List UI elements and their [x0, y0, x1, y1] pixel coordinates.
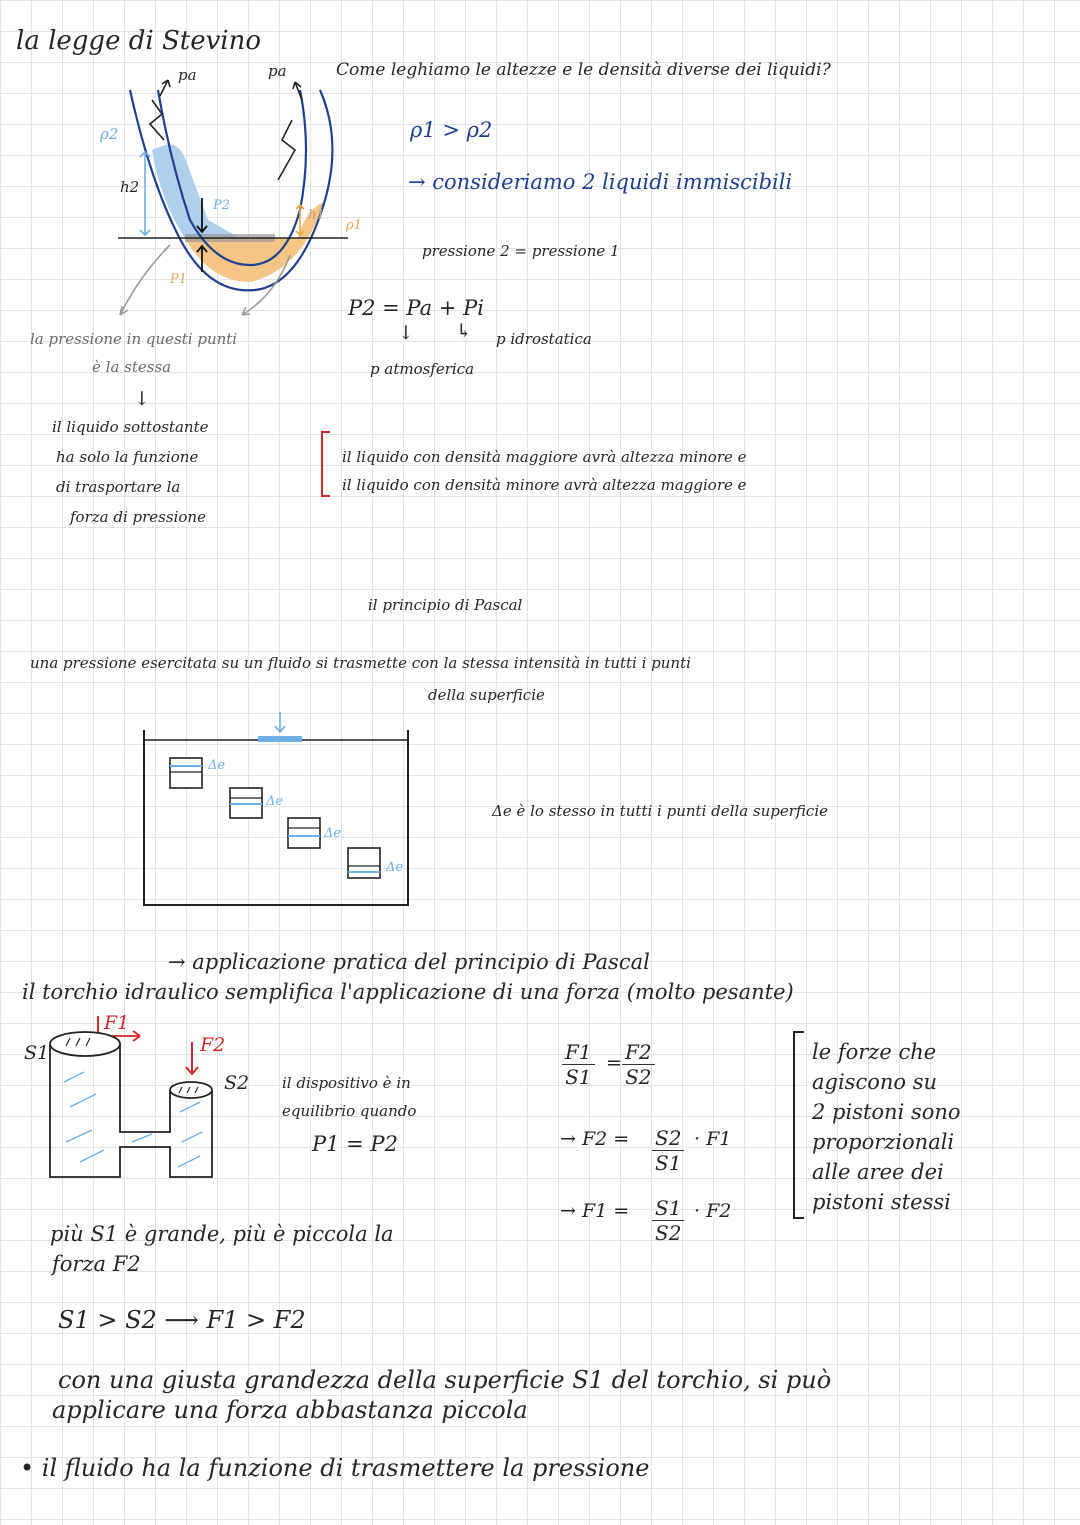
f2-formula-frac: $\frac{S2}{S1}$ — [652, 1126, 684, 1175]
torchio-text: il torchio idraulico semplifica l'applicazione di una forza (molto pesante) — [22, 980, 794, 1004]
label-P1: P1 — [170, 272, 188, 287]
application-text: → applicazione pratica del principio di Pascal — [168, 950, 650, 974]
label-P2: P2 — [213, 198, 231, 213]
label-rho2: ρ2 — [100, 125, 119, 143]
rho-compare: ρ1 > ρ2 — [410, 118, 493, 142]
force-arrow-f2 — [186, 1042, 198, 1074]
same-pressure-2: è la stessa — [92, 358, 172, 376]
p-atmosferica: p atmosferica — [370, 360, 475, 378]
cube-label-4: Δe — [386, 860, 404, 875]
label-pa-left: pa — [178, 66, 197, 84]
equilibrium-2: equilibrio quando — [282, 1102, 417, 1120]
equilibrium-1: il dispositivo è in — [282, 1074, 411, 1092]
pascal-container — [140, 710, 420, 910]
fraction-f2-s2: $\frac{F2}{S2}$ — [622, 1040, 655, 1089]
bracket-line-2: agiscono su — [812, 1070, 938, 1094]
underlying-4: forza di pressione — [70, 508, 206, 526]
hydraulic-press-diagram — [40, 1012, 260, 1182]
page-title: la legge di Stevino — [16, 26, 261, 56]
f1-formula-rhs: · F2 — [694, 1200, 732, 1222]
bracket-line-5: alle aree dei — [812, 1160, 944, 1184]
conclusion-2: applicare una forza abbastanza piccola — [52, 1396, 528, 1424]
piston-top — [258, 736, 302, 742]
fraction-equals: = — [606, 1052, 622, 1074]
equilibrium-3: P1 = P2 — [312, 1132, 398, 1156]
pascal-note: Δe è lo stesso in tutti i punti della superficie — [492, 802, 829, 820]
pascal-title: il principio di Pascal — [368, 596, 523, 614]
bullet-fluid: • il fluido ha la funzione di trasmettere la pressione — [20, 1454, 650, 1482]
arrow-down-patm: ↓ — [398, 322, 414, 344]
black-bracket — [790, 1030, 806, 1220]
f1-formula-frac: $\frac{S1}{S2}$ — [652, 1196, 684, 1245]
cube-label-3: Δe — [324, 826, 342, 841]
inequality: S1 > S2 ⟶ F1 > F2 — [58, 1306, 306, 1334]
cube-3 — [288, 818, 320, 848]
pascal-statement-2: della superficie — [428, 686, 545, 704]
density-line-1: il liquido con densità maggiore avrà altezza minore e — [342, 448, 747, 466]
f2-formula-lhs: → F2 = — [560, 1128, 630, 1150]
light-liquid-fill — [152, 145, 240, 238]
underlying-1: il liquido sottostante — [52, 418, 209, 436]
label-h2: h2 — [120, 178, 140, 196]
bracket-line-1: le forze che — [812, 1040, 937, 1064]
cube-1 — [170, 758, 202, 788]
label-F2: F2 — [200, 1034, 226, 1056]
below-arrow: ↓ — [134, 388, 150, 410]
fraction-f1-s1: $\frac{F1}{S1}$ — [562, 1040, 595, 1089]
label-S2: S2 — [224, 1072, 250, 1094]
more-s1-1: più S1 è grande, più è piccola la — [50, 1222, 394, 1246]
arrow-hook-pidro: ↳ — [456, 320, 472, 342]
piston-s1 — [50, 1032, 120, 1056]
bracket-line-3: 2 pistoni sono — [812, 1100, 961, 1124]
label-F1: F1 — [104, 1012, 130, 1034]
cube-label-1: Δe — [208, 758, 226, 773]
bracket-line-4: proporzionali — [812, 1130, 955, 1154]
density-line-2: il liquido con densità minore avrà altezza maggiore e — [342, 476, 747, 494]
cube-label-2: Δe — [266, 794, 284, 809]
arrow-pa-left — [160, 80, 170, 96]
red-bracket — [318, 430, 332, 500]
consider-text: → consideriamo 2 liquidi immiscibili — [408, 170, 793, 194]
bracket-line-6: pistoni stessi — [812, 1190, 951, 1214]
zigzag-right — [278, 120, 295, 180]
label-S1: S1 — [24, 1042, 50, 1064]
underlying-2: ha solo la funzione — [56, 448, 199, 466]
more-s1-2: forza F2 — [52, 1252, 141, 1276]
pascal-statement-1: una pressione esercitata su un fluido si trasmette con la stessa intensità in tutti i punti — [30, 654, 691, 672]
press-arrow — [275, 712, 285, 732]
label-pa-right: pa — [268, 62, 287, 80]
p-idrostatica: p idrostatica — [496, 330, 592, 348]
cube-4 — [348, 848, 380, 878]
f2-formula-rhs: · F1 — [694, 1128, 732, 1150]
cube-2 — [230, 788, 262, 818]
conclusion-1: con una giusta grandezza della superficie S1 del torchio, si può — [58, 1366, 832, 1394]
label-rho1: ρ1 — [346, 218, 362, 233]
piston-s2 — [170, 1082, 212, 1098]
gray-arrow-left — [120, 245, 170, 315]
underlying-3: di trasportare la — [56, 478, 181, 496]
press-body — [50, 1044, 212, 1177]
label-h1: h1 — [308, 208, 325, 223]
h2-dimension — [140, 152, 150, 235]
formula-p2: P2 = Pa + Pi — [348, 296, 484, 320]
same-pressure-1: la pressione in questi punti — [30, 330, 238, 348]
pressure-equal: pressione 2 = pressione 1 — [422, 242, 620, 260]
f1-formula-lhs: → F1 = — [560, 1200, 630, 1222]
question-text: Come leghiamo le altezze e le densità diverse dei liquidi? — [336, 60, 831, 80]
